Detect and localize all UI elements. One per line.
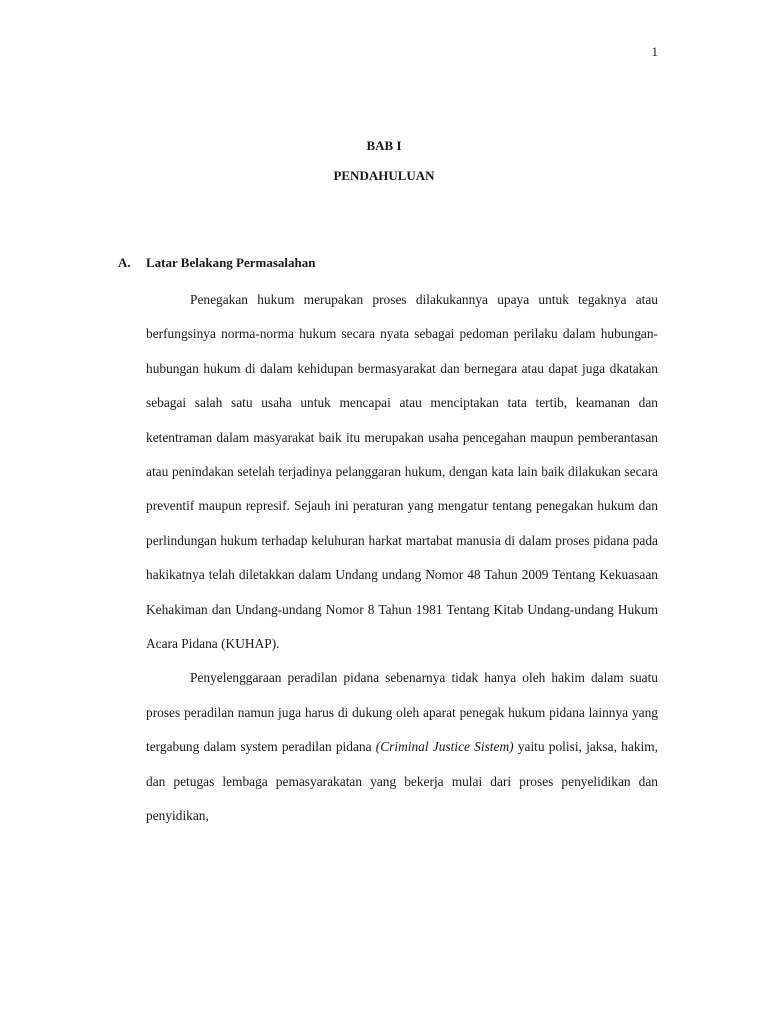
section-letter: A. — [118, 255, 131, 270]
paragraph-2-before: Penyelenggaraan peradilan pidana sebenarnya tidak hanya oleh hakim dalam suatu proses peradilan namun juga harus di dukung oleh aparat penegak hukum pidana lainnya yang tergabung dalam system peradilan pidana — [146, 670, 658, 755]
section-title: Latar Belakang Permasalahan — [146, 255, 316, 270]
chapter-title: PENDAHULUAN — [333, 168, 435, 183]
section-heading — [118, 255, 316, 271]
paragraph-2-italic-term: (Criminal Justice Sistem) — [375, 739, 514, 755]
paragraph-2-after: yaitu polisi, jaksa, hakim, dan petugas lembaga pemasyarakatan yang bekerja mulai dari proses penyelidikan dan penyidikan, — [146, 739, 658, 824]
paragraph-2 — [146, 661, 658, 833]
chapter-number: BAB I — [366, 138, 402, 153]
paragraph-1: Penegakan hukum merupakan proses dilakukannya upaya untuk tegaknya atau berfungsinya norma-norma hukum secara nyata sebagai pedoman perilaku dalam hubungan-hubungan hukum di dalam kehidupan bermasyarakat dan bernegara atau dapat juga dkatakan sebagai salah satu usaha untuk mencapai atau menciptakan tata tertib, keamanan dan ketentraman dalam masyarakat baik itu merupakan usaha pencegahan maupun pemberantasan atau penindakan setelah terjadinya pelanggaran hukum, dengan kata lain baik dilakukan secara preventif maupun represif. Sejauh ini peraturan yang mengatur tentang penegakan hukum dan perlindungan hukum terhadap keluhuran harkat martabat manusia di dalam proses pidana pada hakikatnya telah diletakkan dalam Undang undang Nomor 48 Tahun 2009 Tentang Kekuasaan Kehakiman dan Undang-undang Nomor 8 Tahun 1981 Tentang Kitab Undang-undang Hukum Acara Pidana (KUHAP). — [146, 292, 658, 652]
page-number: 1 — [651, 44, 658, 59]
body-text — [146, 283, 658, 834]
